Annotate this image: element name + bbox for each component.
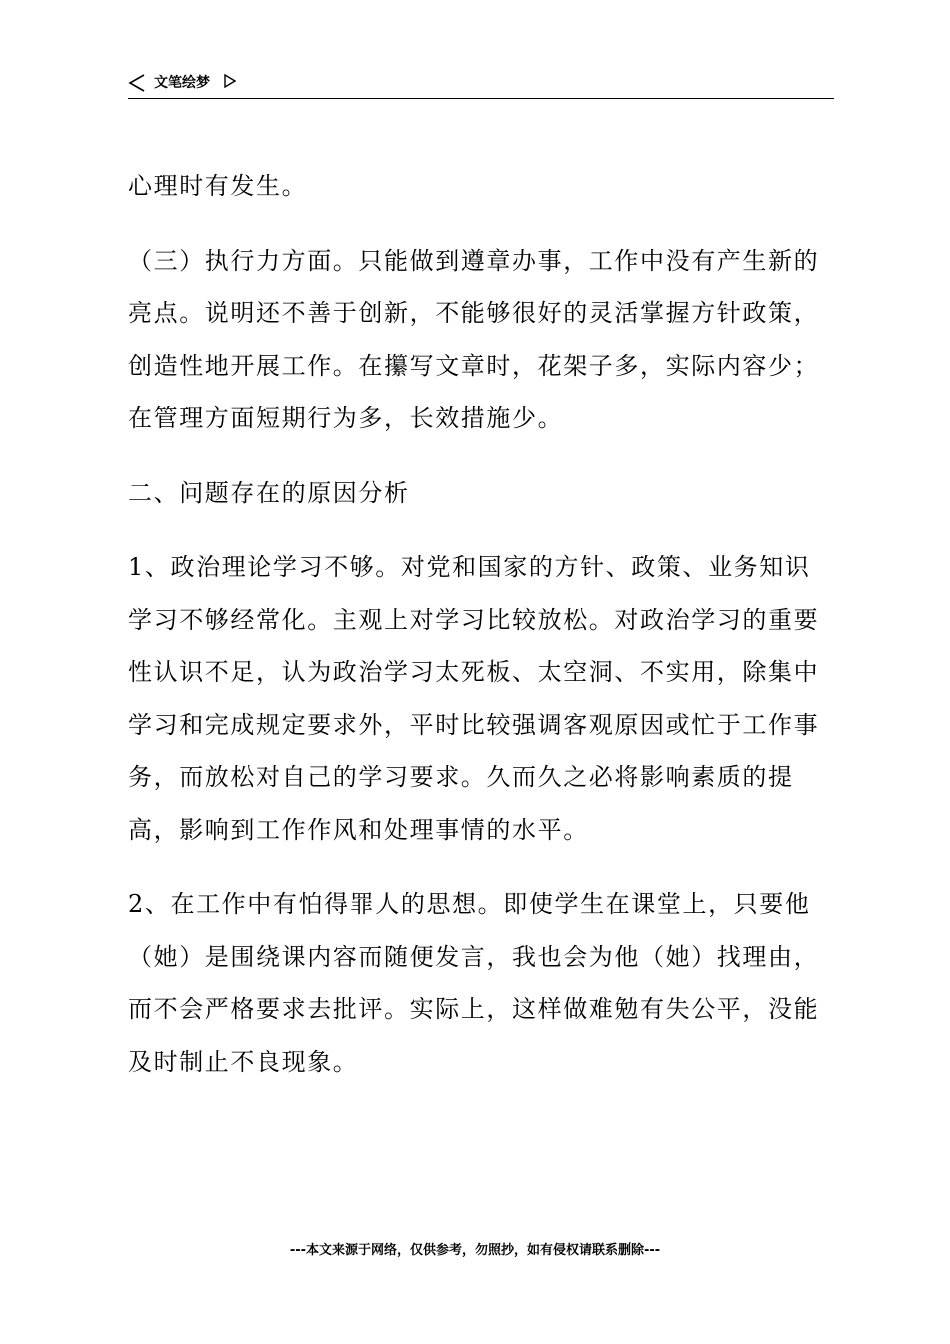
triangle-right-icon — [224, 74, 236, 88]
footer-notice: ---本文来源于网络，仅供参考，勿照抄，如有侵权请联系删除--- — [289, 1243, 661, 1258]
paragraph: （三）执行力方面。只能做到遵章办事，工作中没有产生新的亮点。说明还不善于创新，不能够很好的灵活掌握方针政策，创造性地开展工作。在攥写文章时，花架子多，实际内容少；在管理方面短期行为多，长效措施少。 — [128, 246, 820, 432]
paragraph: 1、政治理论学习不够。对党和国家的方针、政策、业务知识学习不够经常化。主观上对学习比较放松。对政治学习的重要性认识不足，认为政治学习太死板、太空洞、不实用，除集中学习和完成规定要求外，平时比较强调客观原因或忙于工作事务，而放松对自己的学习要求。久而久之必将影响素质的提高，影响到工作作风和处理事情的水平。 — [128, 553, 820, 844]
triangle-left-icon — [128, 74, 146, 92]
document-body — [128, 160, 834, 1110]
paragraph: 2、在工作中有怕得罪人的思想。即使学生在课堂上，只要他（她）是围绕课内容而随便发言，我也会为他（她）找理由，而不会严格要求去批评。实际上，这样做难勉有失公平，没能及时制止不良现象。 — [128, 890, 820, 1076]
section-heading: 二、问题存在的原因分析 — [128, 478, 410, 507]
header-brand: 文笔绘梦 — [154, 75, 210, 91]
paragraph: 心理时有发生。 — [128, 172, 308, 200]
page-header — [128, 72, 834, 99]
